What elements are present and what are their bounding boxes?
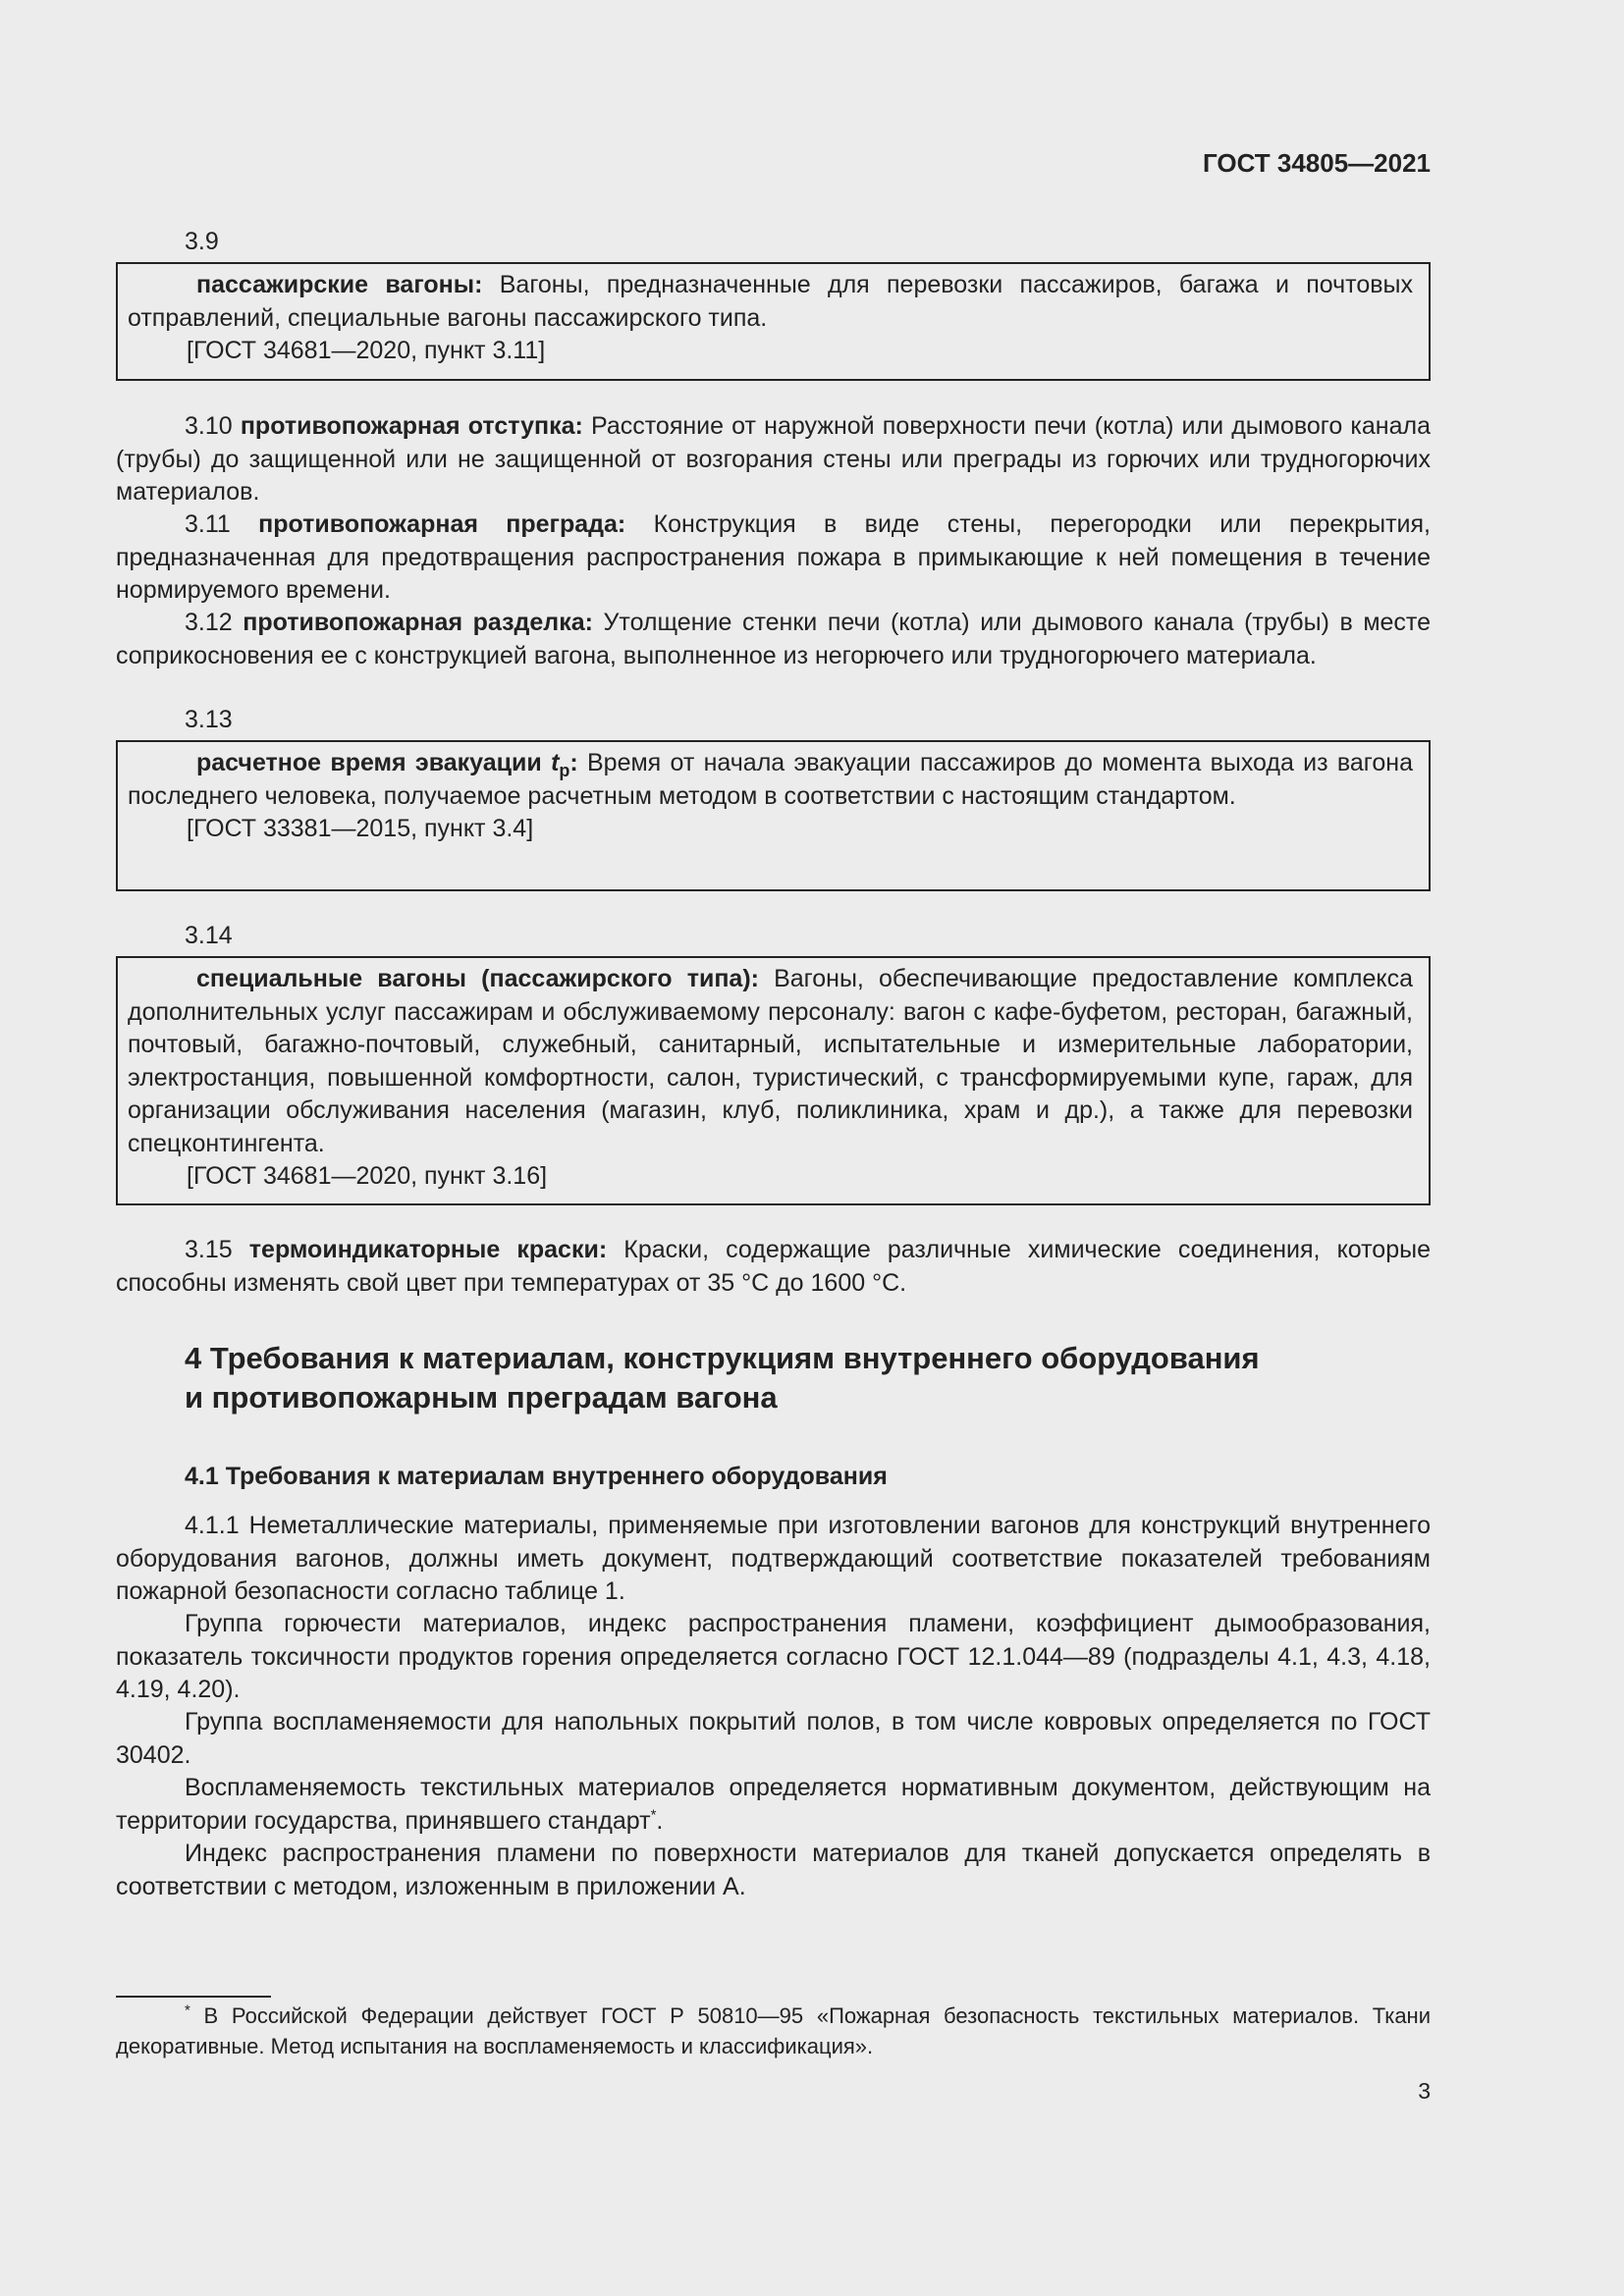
clause-3-15 xyxy=(116,1234,1431,1300)
term-3-13: расчетное время эвакуации xyxy=(196,749,552,776)
paragraph-flooring-ignitability: Группа воспламеняемости для напольных покрытий полов, в том числе ковровых определяется по ГОСТ 30402. xyxy=(116,1708,1431,1769)
clause-3-10 xyxy=(116,410,1431,509)
definition-3-11: Конструкция в виде стены, перегородки или перекрытия, предназначенная для предотвращения распространения пожара в примыкающие к ней помещения в течение нормируемого времени. xyxy=(116,510,1432,604)
paragraph-flame-spread-index: Индекс распространения пламени по поверхности материалов для тканей допускается определять в соответствии с методом, изложенным в приложении А. xyxy=(116,1840,1431,1900)
section-4-heading xyxy=(185,1339,1260,1417)
clause-3-9-text xyxy=(128,269,1413,335)
paragraph-4-1-1: 4.1.1 Неметаллические материалы, применяемые при изготовлении вагонов для конструкций внутреннего оборудования вагонов, должны иметь документ, подтверждающий соответствие показателей требованиям пожарной безопасности согласно таблице 1. xyxy=(116,1512,1431,1605)
clause-box-3-13 xyxy=(116,740,1431,891)
footnote xyxy=(116,2001,1431,2061)
paragraph-textile-ignitability xyxy=(116,1772,1431,1838)
term-3-9: пассажирские вагоны: xyxy=(196,271,483,298)
source-reference-3-14: [ГОСТ 34681—2020, пункт 3.16] xyxy=(187,1162,548,1190)
footnote-mark: * xyxy=(185,2002,190,2019)
definition-3-13: Время от начала эвакуации пассажиров до момента выхода из вагона последнего человека, получаемое расчетным методом в соответствии с настоящим стандартом. xyxy=(128,749,1413,810)
clause-box-3-9 xyxy=(116,262,1431,381)
term-3-10: противопожарная отступка: xyxy=(240,412,583,440)
clause-number-3-15: 3.15 xyxy=(185,1236,233,1263)
clause-number-3-11: 3.11 xyxy=(185,510,231,538)
section-4-heading-line-2: и противопожарным преградам вагона xyxy=(185,1380,778,1415)
term-colon: : xyxy=(569,749,578,776)
textile-ignitability-end: . xyxy=(656,1806,664,1835)
term-3-12: противопожарная разделка: xyxy=(243,609,593,636)
clause-number-3-9: 3.9 xyxy=(185,228,219,255)
clause-number-3-13: 3.13 xyxy=(185,706,233,733)
definition-3-10: Расстояние от наружной поверхности печи (котла) или дымового канала (трубы) до защищенной или не защищенной от возгорания стены или преграды из горючих или трудногорючих материалов. xyxy=(116,412,1431,506)
clause-number-3-14: 3.14 xyxy=(185,922,233,949)
clause-number-3-12: 3.12 xyxy=(185,609,233,636)
clause-3-14-text xyxy=(128,963,1413,1160)
term-3-11: противопожарная преграда: xyxy=(258,510,626,538)
definition-3-15: Краски, содержащие различные химические соединения, которые способны изменять свой цвет при температурах от 35 °С до 1600 °С. xyxy=(116,1236,1431,1297)
footnote-text: В Российской Федерации действует ГОСТ Р 50810—95 «Пожарная безопасность текстильных материалов. Ткани декоративные. Метод испытания на воспламеняемость и классификация». xyxy=(116,2003,1431,2058)
paragraph-combustibility-group: Группа горючести материалов, индекс распространения пламени, коэффициент дымообразования, показатель токсичности продуктов горения определяется согласно ГОСТ 12.1.044—89 (подразделы 4.1, 4.3, 4.18, 4.19, 4.20). xyxy=(116,1610,1431,1703)
symbol-subscript-p: р xyxy=(559,761,570,780)
term-3-15: термоиндикаторные краски: xyxy=(248,1236,608,1263)
symbol-t: t xyxy=(551,749,560,776)
footnote-reference-mark: * xyxy=(650,1806,657,1824)
clause-3-11 xyxy=(116,508,1431,608)
source-reference-3-9: [ГОСТ 34681—2020, пункт 3.11] xyxy=(187,337,546,364)
term-3-14: специальные вагоны (пассажирского типа): xyxy=(196,965,759,992)
source-reference-3-13: [ГОСТ 33381—2015, пункт 3.4] xyxy=(187,815,534,842)
footnote-separator xyxy=(116,1996,271,1998)
subsection-4-1-heading: 4.1 Требования к материалам внутреннего оборудования xyxy=(185,1463,888,1490)
clause-number-3-10: 3.10 xyxy=(185,412,233,440)
document-code-header: ГОСТ 34805—2021 xyxy=(1203,148,1431,178)
section-4-heading-line-1: 4 Требования к материалам, конструкциям внутреннего оборудования xyxy=(185,1341,1260,1375)
definition-3-14: Вагоны, обеспечивающие предоставление комплекса дополнительных услуг пассажирам и обслуживаемому персоналу: вагон с кафе-буфетом, ресторан, багажный, почтовый, багажно-почтовый, служебный, санитарный, испытательные и измерительные лаборатории, электростанция, повышенной комфортности, салон, туристический, с трансформируемыми купе, гараж, для организации обслуживания населения (магазин, клуб, поликлиника, храм и др.), а также для перевозки спецконтингента. xyxy=(128,965,1413,1157)
clause-3-13-text xyxy=(128,747,1413,813)
textile-ignitability-text: Воспламеняемость текстильных материалов определяется нормативным документом, действующим на территории государства, принявшего стандарт xyxy=(116,1774,1431,1835)
definition-3-9: Вагоны, предназначенные для перевозки пассажиров, багажа и почтовых отправлений, специальные вагоны пассажирского типа. xyxy=(128,271,1413,332)
page-number: 3 xyxy=(1418,2078,1431,2104)
definition-3-12: Утолщение стенки печи (котла) или дымового канала (трубы) в месте соприкосновения ее с конструкцией вагона, выполненное из негорючего или трудногорючего материала. xyxy=(116,609,1432,669)
clause-3-12 xyxy=(116,607,1431,672)
clause-box-3-14 xyxy=(116,956,1431,1205)
